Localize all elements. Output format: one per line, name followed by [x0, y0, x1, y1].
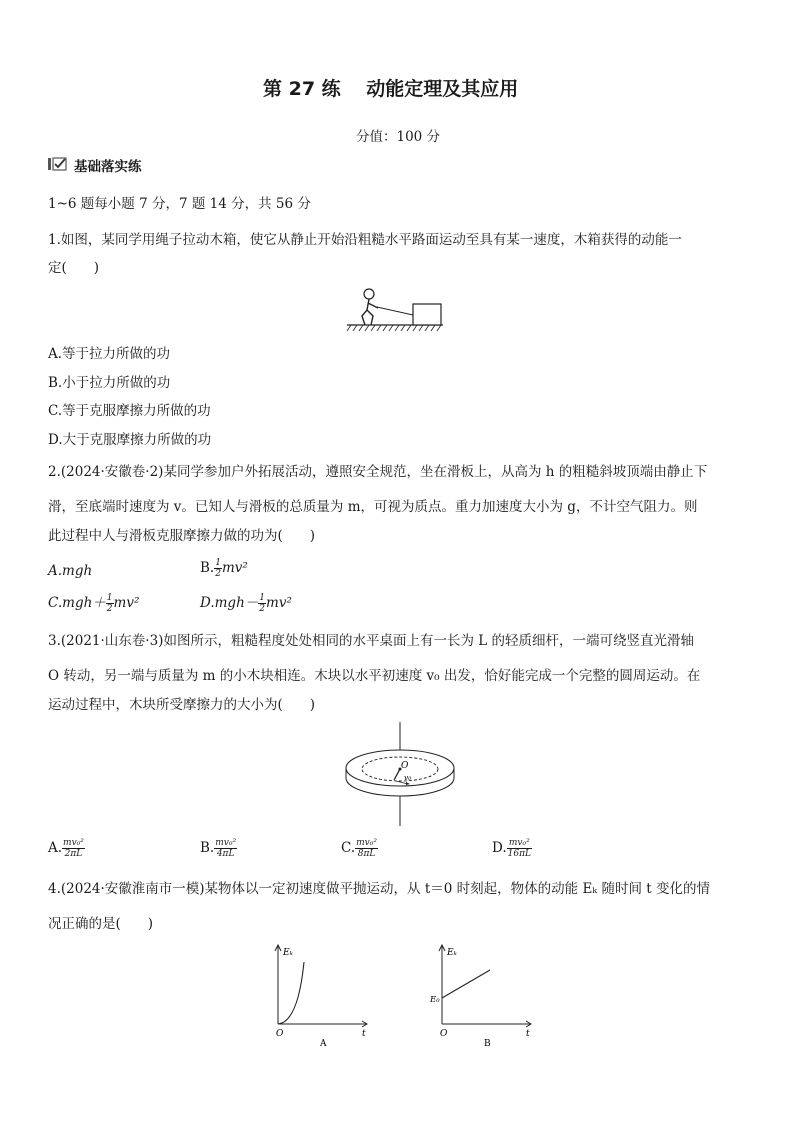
q4a-origin: O: [276, 1029, 284, 1039]
q1-line2: 定( ): [48, 260, 100, 276]
q4a-caption: A: [320, 1039, 327, 1048]
q4b-intercept: E₀: [430, 995, 440, 1005]
score-label: 分值：100 分: [356, 129, 441, 145]
q4-graph-a: [270, 942, 380, 1048]
q3-option-b: B. $\frac{\text{mv₀²}}{4\pi L}$: [200, 838, 237, 859]
q3-fig-label-o: O: [401, 761, 409, 771]
q2-option-d: D.mgh－ $\frac{1}{2}$ mv²: [200, 593, 292, 614]
q2-line1: 2.(2024·安徽卷·2)某同学参加户外拓展活动，遵照安全规范，坐在滑板上，从高为 h 的粗糙斜坡顶端由静止下: [48, 464, 708, 480]
q3-option-d: D. $\frac{\text{mv₀²}}{16\pi L}$: [492, 838, 531, 859]
checkmark-icon: [48, 156, 68, 170]
q1-figure: [345, 286, 445, 334]
q2-line2: 滑，至底端时速度为 v。已知人与滑板的总质量为 m，可视为质点。重力加速度大小为 g，不计空气阻力。则: [48, 499, 698, 515]
q4a-ylabel: Eₖ: [283, 948, 293, 958]
q4-graph-b: [430, 942, 540, 1048]
instructions: 1~6 题每小题 7 分，7 题 14 分，共 56 分: [48, 196, 311, 212]
q2-line3: 此过程中人与滑板克服摩擦力做的功为( ): [48, 528, 316, 544]
q4a-xlabel: t: [362, 1029, 366, 1039]
q3-option-c: C. $\frac{\text{mv₀²}}{8\pi L}$: [341, 838, 377, 859]
q4b-caption: B: [484, 1039, 491, 1048]
q2-option-c: C.mgh＋ $\frac{1}{2}$ mv²: [48, 593, 140, 614]
q3-line3: 运动过程中，木块所受摩擦力的大小为( ): [48, 697, 316, 713]
q1-option-d: D.大于克服摩擦力所做的功: [48, 432, 212, 448]
section-heading: 基础落实练: [74, 159, 142, 175]
q2-option-a: A.mgh: [48, 563, 93, 579]
q3-option-a: A. $\frac{\text{mv₀²}}{2\pi L}$: [48, 838, 84, 859]
page-title: 第 27 练 动能定理及其应用: [263, 78, 519, 100]
q3-fig-label-v0: v₀: [404, 773, 412, 782]
q3-line1: 3.(2021·山东卷·3)如图所示，粗糙程度处处相同的水平桌面上有一长为 L 的轻质细杆，一端可绕竖直光滑轴: [48, 633, 694, 649]
q1-line1: 1.如图，某同学用绳子拉动木箱，使它从静止开始沿粗糙水平路面运动至具有某一速度，木箱获得的动能一: [48, 232, 682, 248]
q1-option-c: C.等于克服摩擦力所做的功: [48, 403, 211, 419]
q3-figure: [340, 722, 460, 828]
q3-line2: O 转动，另一端与质量为 m 的小木块相连。木块以水平初速度 v₀ 出发，恰好能完成一个完整的圆周运动。在: [48, 668, 701, 684]
q4b-origin: O: [440, 1029, 448, 1039]
q4b-xlabel: t: [526, 1029, 530, 1039]
q4-line1: 4.(2024·安徽淮南市一模)某物体以一定初速度做平抛运动，从 t＝0 时刻起，物体的动能 Eₖ 随时间 t 变化的情: [48, 881, 711, 897]
q1-option-b: B.小于拉力所做的功: [48, 375, 171, 391]
q2-option-b: B. $\frac{1}{2}$ mv²: [200, 558, 248, 579]
q4-line2: 况正确的是( ): [48, 916, 154, 932]
q4b-ylabel: Eₖ: [447, 948, 457, 958]
q1-option-a: A.等于拉力所做的功: [48, 346, 171, 362]
